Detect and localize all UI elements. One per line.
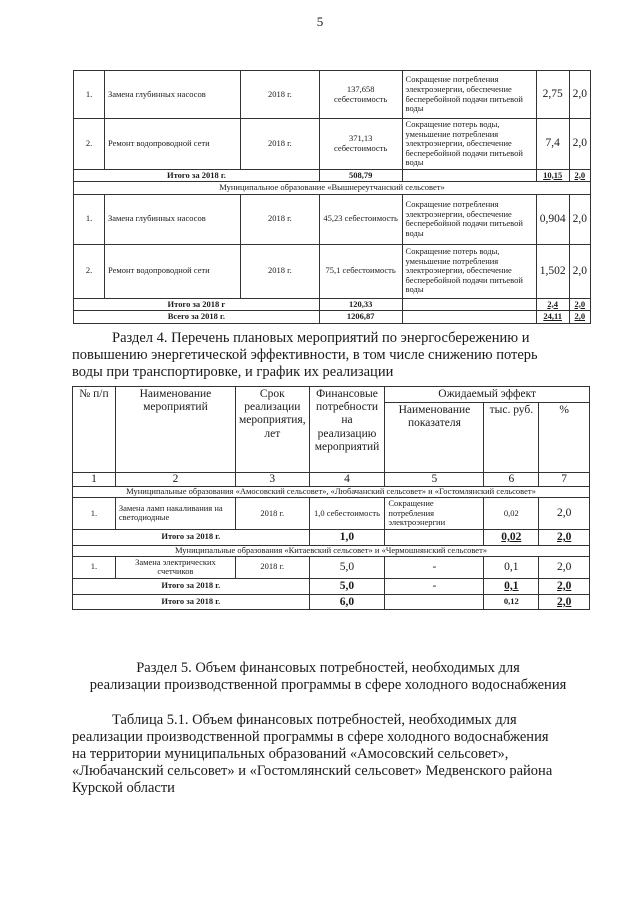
grand-total-label: Итого за 2018 г. (73, 594, 310, 610)
header-indicator: Наименование показателя (385, 403, 484, 473)
measure-cost: 137,658 себестоимость (319, 71, 402, 119)
header-name: Наименование мероприятий (115, 387, 235, 473)
total-label: Итого за 2018 г. (74, 169, 320, 182)
table-row-total (74, 298, 591, 311)
grand-total-cost: 6,0 (309, 594, 385, 610)
effect-percent: 2,0 (569, 119, 590, 170)
measure-cost: 5,0 (309, 556, 385, 578)
table-row (74, 119, 591, 170)
table-row-total (73, 529, 590, 545)
measure-name: Ремонт водопроводной сети (105, 119, 241, 170)
total-percent: 2,0 (539, 529, 590, 545)
table-row (73, 498, 590, 530)
table-row-total (74, 169, 591, 182)
table-row (74, 244, 591, 298)
effect-value: 0,1 (484, 556, 539, 578)
total-percent: 2,0 (569, 169, 590, 182)
header-effect: Ожидаемый эффект (385, 387, 590, 403)
table-row-municipality (74, 182, 591, 195)
measure-year: 2018 г. (240, 71, 319, 119)
total-percent: 2,0 (569, 298, 590, 311)
total-cost: 1,0 (309, 529, 385, 545)
measure-year: 2018 г. (236, 556, 310, 578)
effect-percent: 2,0 (539, 498, 590, 530)
effect-percent: 2,0 (569, 244, 590, 298)
total-value: 0,02 (484, 529, 539, 545)
grand-total-percent: 2,0 (569, 311, 590, 324)
table-row-municipality (73, 487, 590, 498)
effect-percent: 2,0 (569, 71, 590, 119)
header-term: Срок реализации мероприятия, лет (236, 387, 310, 473)
total-label: Итого за 2018 г (74, 298, 320, 311)
header-rub: тыс. руб. (484, 403, 539, 473)
total-value: 10,15 (536, 169, 569, 182)
page-number: 5 (316, 14, 324, 29)
total-label: Итого за 2018 г. (73, 578, 310, 594)
measure-effect: Сокращение потребления электроэнергии, обеспечение бесперебойной подачи питьевой воды (402, 194, 536, 244)
municipality-label: Муниципальные образования «Амосовский сельсовет», «Любачанский сельсовет» и «Гостомлянский сельсовет» (73, 487, 590, 498)
table-row (74, 71, 591, 119)
measure-year: 2018 г. (240, 119, 319, 170)
measure-year: 2018 г. (236, 498, 310, 530)
effect-value: 0,904 (536, 194, 569, 244)
measure-effect: Сокращение потребления электроэнергии (385, 498, 484, 530)
total-cost: 5,0 (309, 578, 385, 594)
header-number: № п/п (73, 387, 116, 473)
table-row-total (73, 578, 590, 594)
measure-name: Замена глубинных насосов (105, 194, 241, 244)
total-effect: - (385, 578, 484, 594)
effect-value: 2,75 (536, 71, 569, 119)
section-4-title: Раздел 4. Перечень плановых мероприятий по энергосбережению и повышению энергетической эффективности, в том числе снижению потерь воды при транспортировке, и график их реализации (72, 330, 538, 380)
measure-year: 2018 г. (240, 194, 319, 244)
measure-effect: Сокращение потерь воды, уменьшение потребления электроэнергии, обеспечение бесперебойной подачи питьевой воды (402, 119, 536, 170)
table-header (73, 387, 590, 403)
effect-value: 7,4 (536, 119, 569, 170)
measure-name: Замена электрических счетчиков (115, 556, 235, 578)
row-number: 2. (74, 119, 105, 170)
table-row-grand-total (74, 311, 591, 324)
total-cost: 508,79 (319, 169, 402, 182)
total-percent: 2,0 (539, 578, 590, 594)
measure-effect: Сокращение потерь воды, уменьшение потребления электроэнергии, обеспечение бесперебойной подачи питьевой воды (402, 244, 536, 298)
row-number: 1. (74, 194, 105, 244)
total-label: Итого за 2018 г. (73, 529, 310, 545)
effect-percent: 2,0 (539, 556, 590, 578)
effect-percent: 2,0 (569, 194, 590, 244)
grand-total-percent: 2,0 (539, 594, 590, 610)
total-value: 2,4 (536, 298, 569, 311)
measure-cost: 75,1 себестоимость (319, 244, 402, 298)
table-row (73, 556, 590, 578)
grand-total-value: 0,12 (484, 594, 539, 610)
measure-effect: - (385, 556, 484, 578)
municipality-label: Муниципальные образования «Китаевский сельсовет» и «Чермошнянский сельсовет» (73, 545, 590, 556)
total-cost: 120,33 (319, 298, 402, 311)
effect-value: 0,02 (484, 498, 539, 530)
measure-cost: 371,13 себестоимость (319, 119, 402, 170)
table-row-grand-total (73, 594, 590, 610)
measure-cost: 45,23 себестоимость (319, 194, 402, 244)
table-row-municipality (73, 545, 590, 556)
measure-year: 2018 г. (240, 244, 319, 298)
grand-total-cost: 1206,87 (319, 311, 402, 324)
municipality-label: Муниципальное образование «Вышнереутчанский сельсовет» (74, 182, 591, 195)
total-value: 0,1 (484, 578, 539, 594)
table-5-1-title: Таблица 5.1. Объем финансовых потребностей, необходимых для реализации производственной программы в сфере холодного водоснабжения на территории муниципальных образований «Амосовский сельсовет», «Любачанский сельсовет» и «Гостомлянский сельсовет» Медвенского района Курской области (72, 712, 553, 796)
row-number: 1. (74, 71, 105, 119)
row-number: 2. (74, 244, 105, 298)
measure-name: Замена ламп накаливания на светодиодные (115, 498, 235, 530)
measure-cost: 1,0 себестоимость (309, 498, 385, 530)
measure-effect: Сокращение потребления электроэнергии, обеспечение бесперебойной подачи питьевой воды (402, 71, 536, 119)
header-percent: % (539, 403, 590, 473)
grand-total-label: Всего за 2018 г. (74, 311, 320, 324)
table-energy-saving-measures (72, 386, 590, 610)
header-finance: Финансовые потребности на реализацию мероприятий (309, 387, 385, 473)
grand-total-value: 24,11 (536, 311, 569, 324)
table-measures-continued (73, 70, 591, 324)
effect-value: 1,502 (536, 244, 569, 298)
column-numbers: 1 2 3 4 5 6 7 (73, 473, 590, 487)
row-number: 1. (73, 556, 116, 578)
row-number: 1. (73, 498, 116, 530)
section-5-title: Раздел 5. Объем финансовых потребностей, необходимых для реализации производственной программы в сфере холодного водоснабжения (89, 660, 567, 693)
table-row (74, 194, 591, 244)
measure-name: Ремонт водопроводной сети (105, 244, 241, 298)
measure-name: Замена глубинных насосов (105, 71, 241, 119)
